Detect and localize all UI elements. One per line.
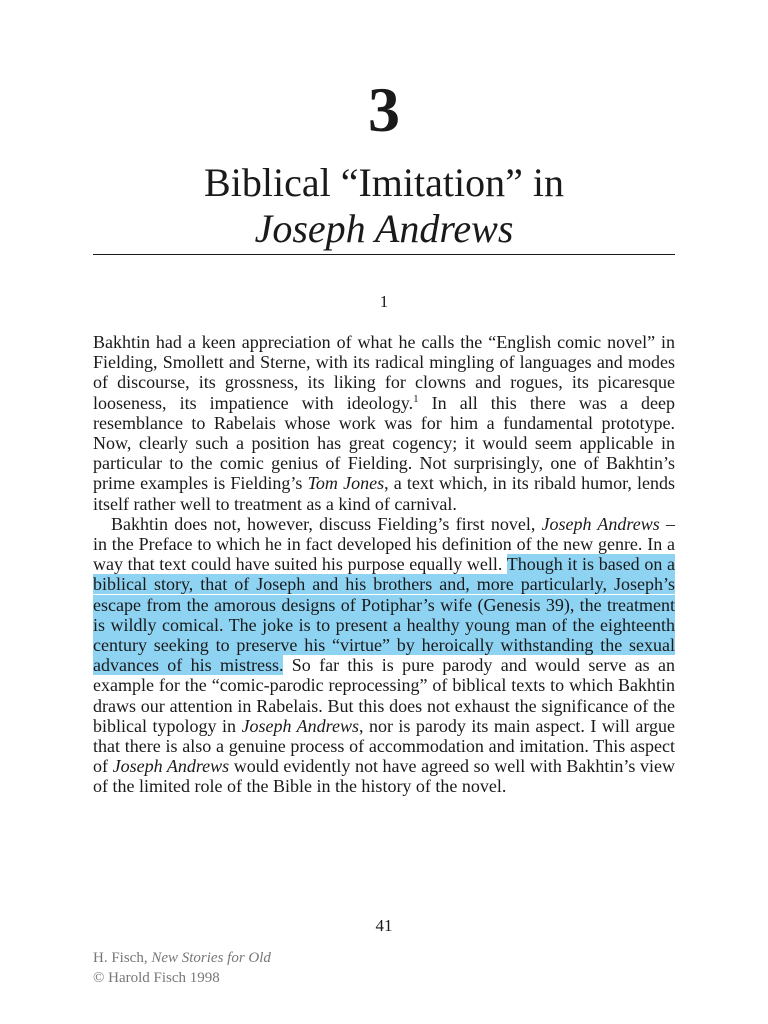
paragraph-1-title-tom-jones: Tom Jones [307, 473, 385, 494]
paragraph-2-text-3: So far this is pure parody and would serve as an example for the “comic-parodic reprocessing” of biblical texts to which Bakhtin draws our attention in Rabelais. But this does not exhaust the significance of the biblical typology in [93, 655, 675, 736]
title-rule [93, 254, 675, 255]
footer-citation [93, 948, 271, 968]
chapter-title-line1: Biblical “Imitation” in [204, 160, 564, 205]
paragraph-2-title-2: Joseph Andrews [241, 715, 359, 736]
body-text [93, 332, 675, 797]
highlighted-passage[interactable]: Though it is based on a biblical story, that of Joseph and his brothers and, more particularly, Joseph’s escape from the amorous designs of Potiphar’s wife (Genesis 39), the treatment is wildly comical. The joke is to present a healthy young man of the eighteenth century seeking to preserve his “virtue” by heroically withstanding the sexual advances of his mistress. [93, 554, 675, 676]
paragraph-2-title-1: Joseph Andrews [541, 513, 660, 534]
paragraph-1 [93, 332, 675, 514]
footer-copyright: © Harold Fisch 1998 [93, 970, 220, 986]
paragraph-2-text-1: Bakhtin does not, however, discuss Fielding’s first novel, [111, 513, 542, 534]
paragraph-1-text-2: In all this there was a deep resemblance to Rabelais whose work was for him a fundamental prototype. Now, clearly such a position has great cogency; it would seem applicable in particular to the comic genius of Fielding. Not surprisingly, one of Bakhtin’s prime examples is Fielding’s [93, 392, 675, 494]
footer-author: H. Fisch, [93, 950, 152, 966]
paragraph-2-text-4: , nor is parody its main aspect. I will argue that there is also a genuine process of accommodation and imitation. This aspect of [93, 715, 675, 777]
section-number: 1 [379, 292, 389, 311]
chapter-title-line2: Joseph Andrews [254, 206, 514, 251]
footer-book-title: New Stories for Old [151, 950, 271, 966]
page-number: 41 [375, 916, 393, 935]
footer [93, 948, 271, 988]
paragraph-1-text-3: , a text which, in its ribald humor, lends itself rather well to treatment as a kind of carnival. [93, 473, 676, 514]
chapter-number: 3 [368, 74, 400, 145]
chapter-title [0, 160, 768, 252]
paragraph-2-text-2: – in the Preface to which he in fact developed his definition of the new genre. In a way that text could have suited his purpose equally well. [93, 513, 675, 575]
paragraph-2-title-3: Joseph Andrews [112, 756, 230, 777]
paragraph-1-text-1: Bakhtin had a keen appreciation of what he calls the “English comic novel” in Fielding, Smollett and Sterne, with its radical mingling of languages and modes of discourse, its grossness, its liking for clowns and rogues, its picaresque looseness, its impatience with ideology. [93, 332, 675, 413]
paragraph-2-text-5: would evidently not have agreed so well with Bakhtin’s view of the limited role of the Bible in the history of the novel. [93, 756, 675, 797]
footnote-marker[interactable]: 1 [413, 392, 419, 405]
paragraph-2 [93, 514, 675, 797]
